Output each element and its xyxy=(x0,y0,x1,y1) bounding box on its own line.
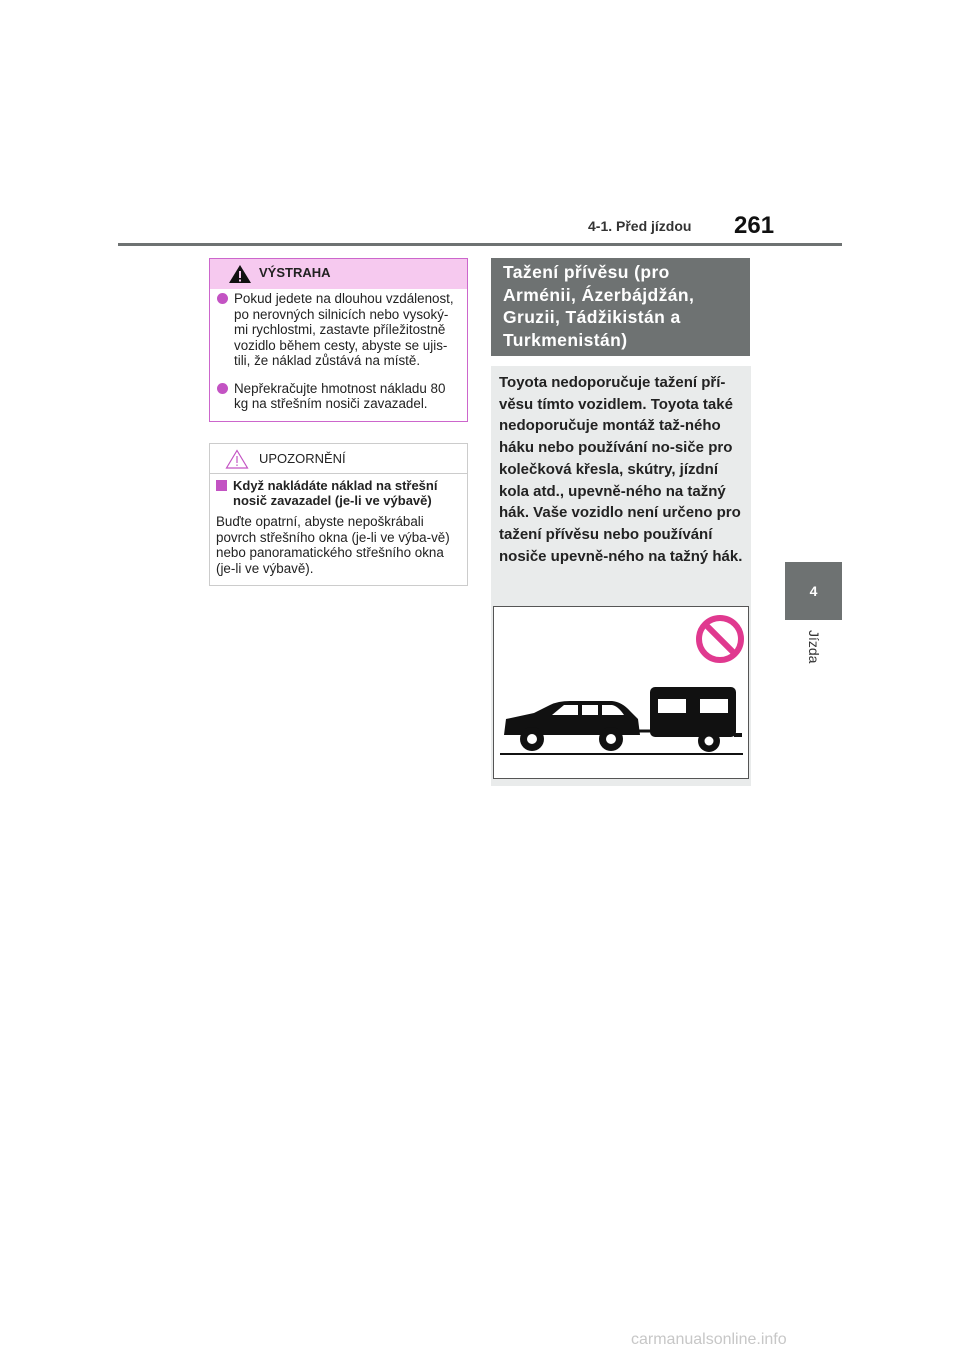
prohibition-sign-icon xyxy=(699,618,741,660)
bullet-icon xyxy=(217,383,228,394)
caution-triangle-icon xyxy=(225,449,249,469)
section-title: 4-1. Před jízdou xyxy=(588,218,692,234)
warning-item-text: Nepřekračujte hmotnost nákladu 80 kg na střešním nosiči zavazadel. xyxy=(234,380,446,411)
towing-body: Toyota nedoporučuje tažení pří-věsu tímto vozidlem. Toyota také nedoporučuje montáž taž-ného háku nebo používání no-siče pro kolečková křesla, skútry, jízdní kola atd., upevně-ného na tažný hák. Vaše vozidlo není určeno pro tažení přívěsu nebo používání nosiče upevně-ného na tažný hák. xyxy=(499,374,743,565)
car-with-trailer-illustration xyxy=(494,607,748,778)
warning-box xyxy=(209,258,468,422)
towing-panel xyxy=(491,366,751,786)
chapter-tab[interactable] xyxy=(785,562,842,620)
chapter-label: Jízda xyxy=(806,630,822,664)
caution-subheading-text: Když nakládáte náklad na střešní nosič zavazadel (je-li ve výbavě) xyxy=(233,478,438,508)
warning-title: VÝSTRAHA xyxy=(259,265,331,280)
caution-box xyxy=(209,443,468,586)
warning-item-text: Pokud jedete na dlouhou vzdálenost, po nerovných silnicích nebo vysoký-mi rychlostmi, zastavte příležitostně vozidlo během cesty, abyste se ujis-tili, že náklad zůstává na místě. xyxy=(234,291,454,368)
bullet-icon xyxy=(217,293,228,304)
footer-watermark: carmanualsonline.info xyxy=(631,1331,787,1348)
page-number: 261 xyxy=(734,212,775,239)
caution-body: Buďte opatrní, abyste nepoškrábali povrch střešního okna (je-li ve výba-vě) nebo panoramatického střešního okna (je-li ve výbavě). xyxy=(216,514,450,576)
towing-illustration xyxy=(493,606,749,779)
warning-item xyxy=(216,291,461,369)
caution-header xyxy=(210,444,467,474)
caution-title: UPOZORNĚNÍ xyxy=(259,451,346,466)
car-icon xyxy=(504,701,654,751)
header-divider xyxy=(118,243,842,246)
towing-section-title: Tažení přívěsu (pro Arménii, Ázerbájdžán, Gruzii, Tádžikistán a Turkmenistán) xyxy=(491,258,750,356)
square-bullet-icon xyxy=(216,480,227,491)
chapter-number: 4 xyxy=(809,583,818,599)
warning-header xyxy=(210,259,467,289)
caution-subheading xyxy=(216,478,461,508)
trailer-icon xyxy=(650,687,742,752)
warning-item xyxy=(216,381,461,412)
warning-triangle-icon xyxy=(228,264,252,284)
